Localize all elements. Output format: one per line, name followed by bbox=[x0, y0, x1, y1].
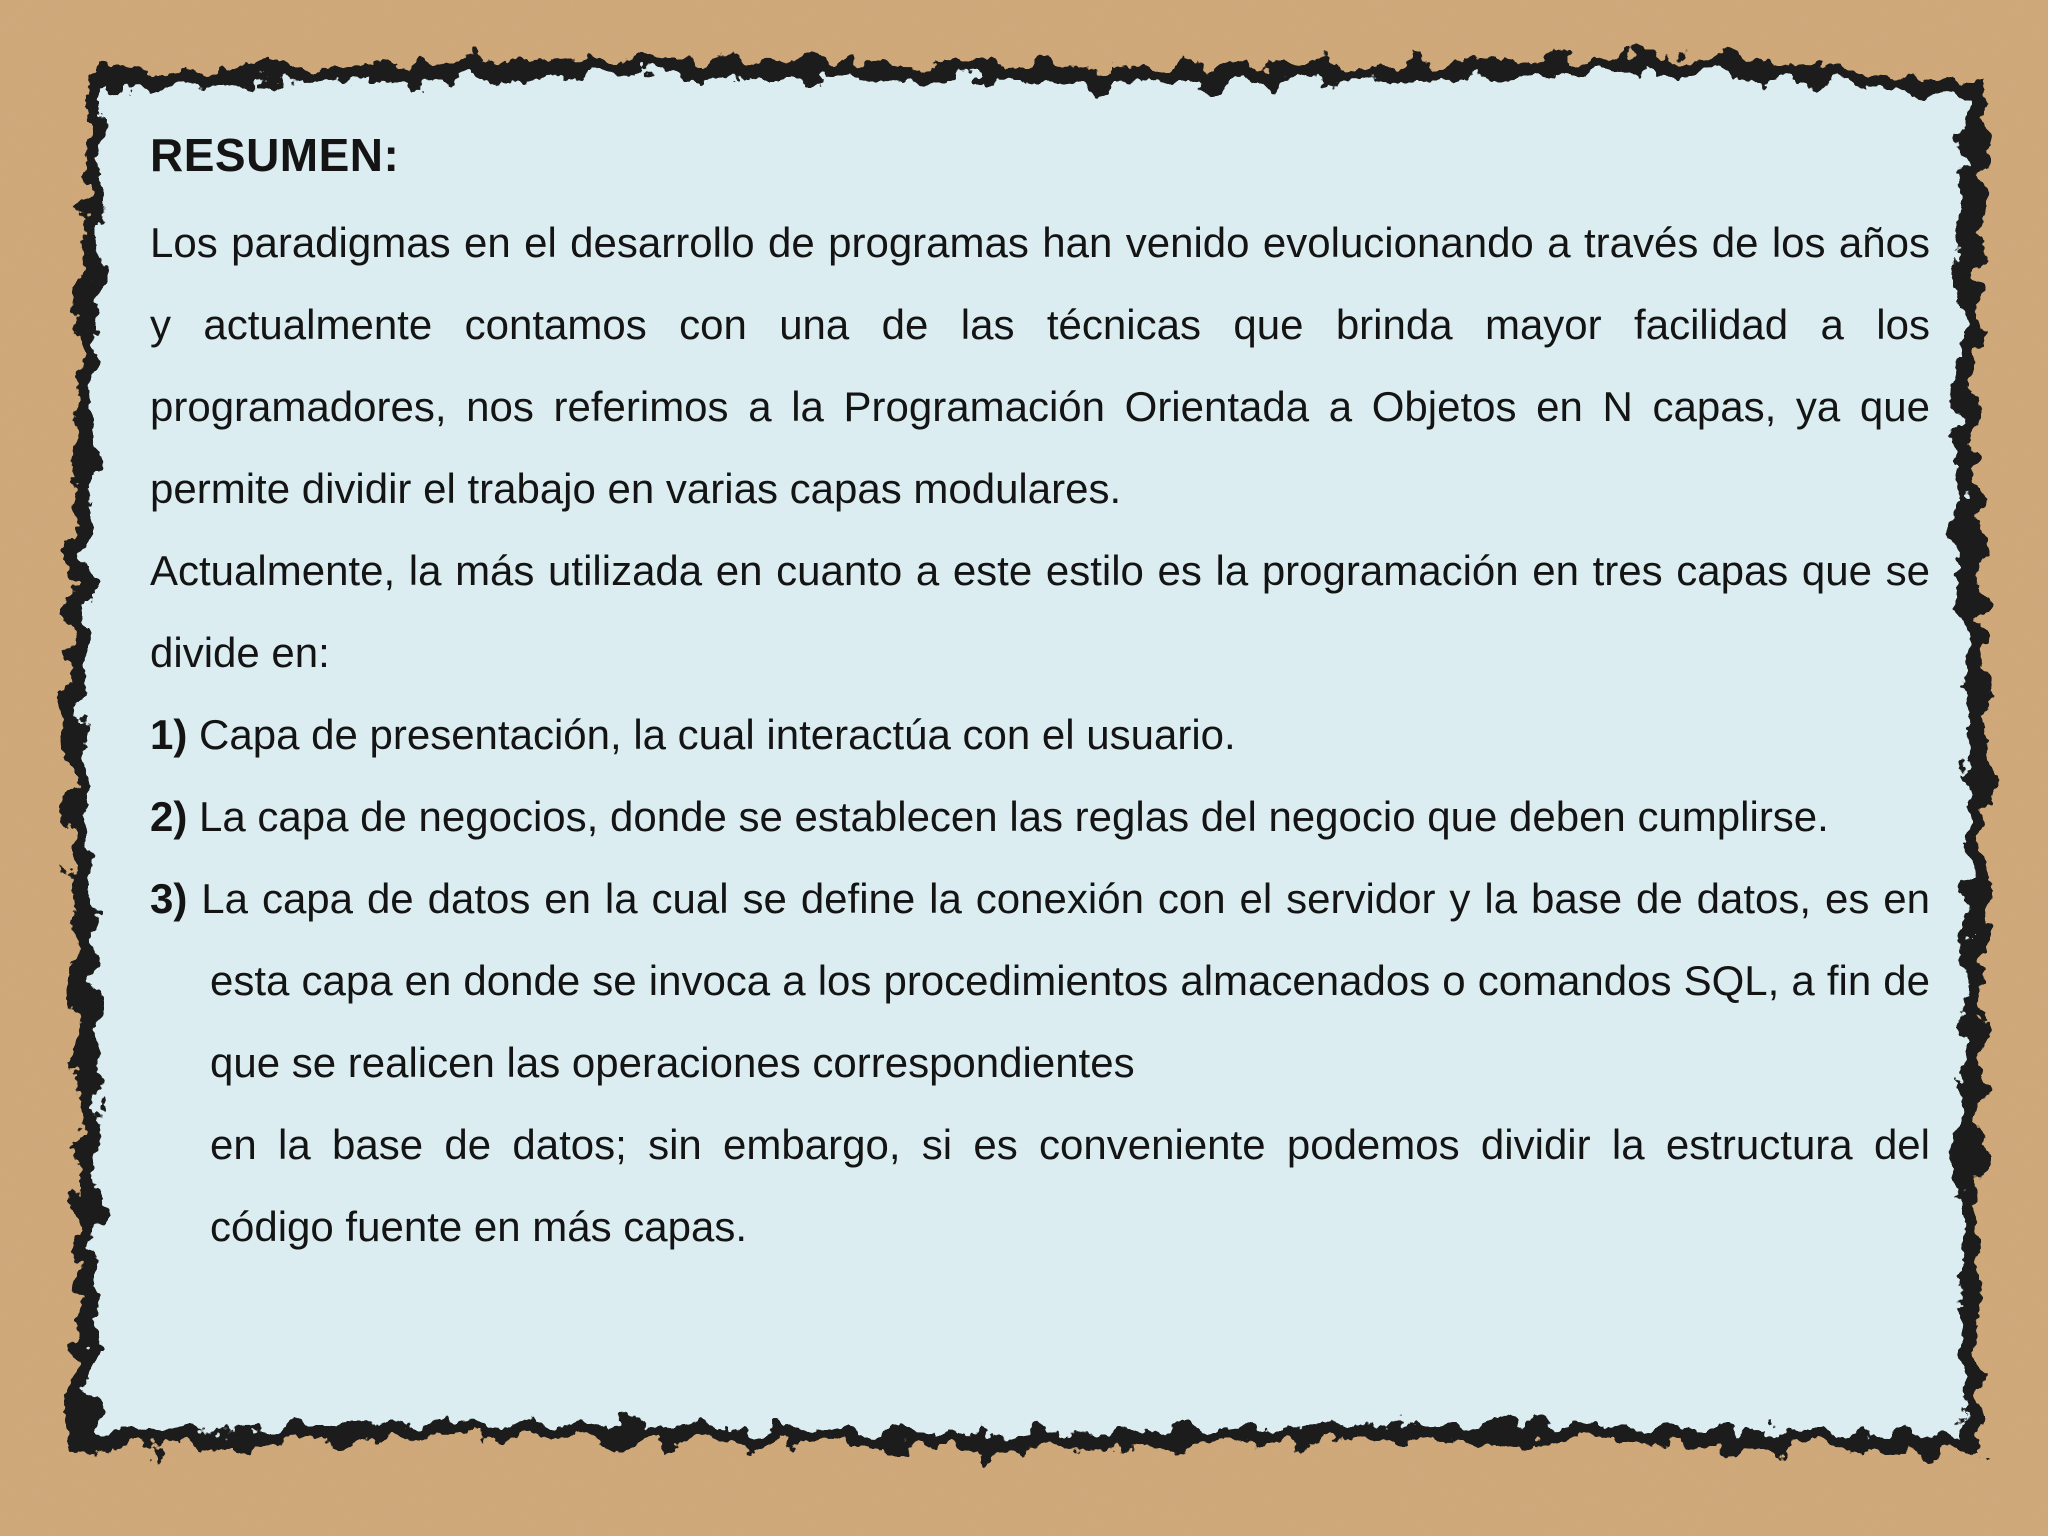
paragraph-intro: Los paradigmas en el desarrollo de programas han venido evolucionando a través de los años y actualmente contamos con una de las técnicas que brinda mayor facilidad a los programadores, nos referimos a la Programación Orientada a Objetos en N capas, ya que permite dividir el trabajo en varias capas modulares. bbox=[150, 219, 1930, 512]
list-item bbox=[150, 694, 1930, 776]
list-item-text: Capa de presentación, la cual interactúa con el usuario. bbox=[199, 711, 1236, 758]
list-item-text: La capa de datos en la cual se define la conexión con el servidor y la base de datos, es en esta capa en donde se invoca a los procedimientos almacenados o comandos SQL, a fin de que se realicen las operaciones correspondientes bbox=[201, 875, 1930, 1086]
document-body bbox=[150, 120, 1930, 1268]
list-item-continuation: en la base de datos; sin embargo, si es conveniente podemos dividir la estructura del código fuente en más capas. bbox=[210, 1121, 1930, 1250]
list-item-number: 3) bbox=[150, 875, 188, 922]
list-item-number: 1) bbox=[150, 711, 188, 758]
paragraph-layers: Actualmente, la más utilizada en cuanto a este estilo es la programación en tres capas que se divide en: bbox=[150, 547, 1930, 676]
document-heading: RESUMEN: bbox=[150, 129, 400, 181]
list-item bbox=[150, 776, 1930, 858]
list-item-number: 2) bbox=[150, 793, 188, 840]
list-item-text: La capa de negocios, donde se establecen las reglas del negocio que deben cumplirse. bbox=[199, 793, 1829, 840]
list-item bbox=[150, 858, 1930, 1104]
